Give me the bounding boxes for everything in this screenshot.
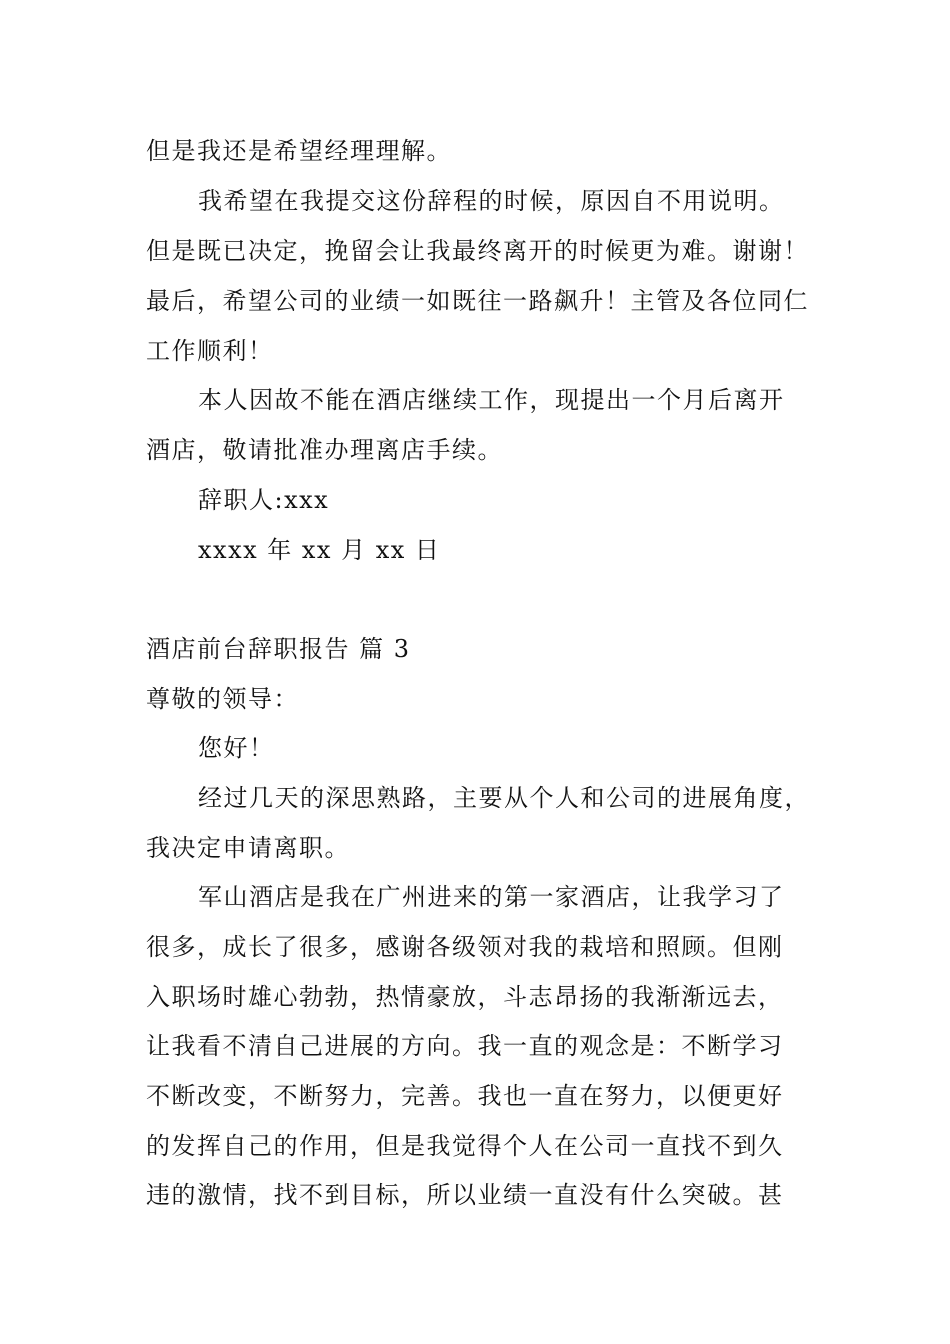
paragraph-line: 本人因故不能在酒店继续工作，现提出一个月后离开 <box>198 386 785 414</box>
text-line: 的发挥自己的作用，但是我觉得个人在公司一直找不到久 <box>146 1132 784 1160</box>
text-line: 违的激情，找不到目标，所以业绩一直没有什么突破。甚 <box>146 1181 784 1209</box>
section-heading: 酒店前台辞职报告 篇 3 <box>146 635 411 663</box>
date-line: xxxx 年 xx 月 xx 日 <box>198 536 441 564</box>
text-line: 我决定申请离职。 <box>146 834 350 862</box>
signature-line: 辞职人:xxx <box>198 486 330 514</box>
greeting: 您好！ <box>198 734 275 762</box>
paragraph-line: 军山酒店是我在广州进来的第一家酒店，让我学习了 <box>198 883 785 911</box>
text-line: 工作顺利！ <box>146 337 274 365</box>
text-line: 最后，希望公司的业绩一如既往一路飙升！主管及各位同仁 <box>146 287 809 315</box>
text-line: 让我看不清自己进展的方向。我一直的观念是：不断学习 <box>146 1032 784 1060</box>
text-line: 但是既已决定，挽留会让我最终离开的时候更为难。谢谢！ <box>146 237 809 265</box>
text-line: 但是我还是希望经理理解。 <box>146 137 452 165</box>
text-line: 不断改变，不断努力，完善。我也一直在努力，以便更好 <box>146 1082 784 1110</box>
salutation: 尊敬的领导： <box>146 685 299 713</box>
paragraph-line: 经过几天的深思熟路，主要从个人和公司的进展角度， <box>198 784 810 812</box>
text-line: 入职场时雄心勃勃，热情豪放，斗志昂扬的我渐渐远去， <box>146 983 784 1011</box>
paragraph-line: 我希望在我提交这份辞程的时候，原因自不用说明。 <box>198 187 785 215</box>
text-line: 酒店，敬请批准办理离店手续。 <box>146 436 503 464</box>
text-line: 很多，成长了很多，感谢各级领对我的栽培和照顾。但刚 <box>146 933 784 961</box>
